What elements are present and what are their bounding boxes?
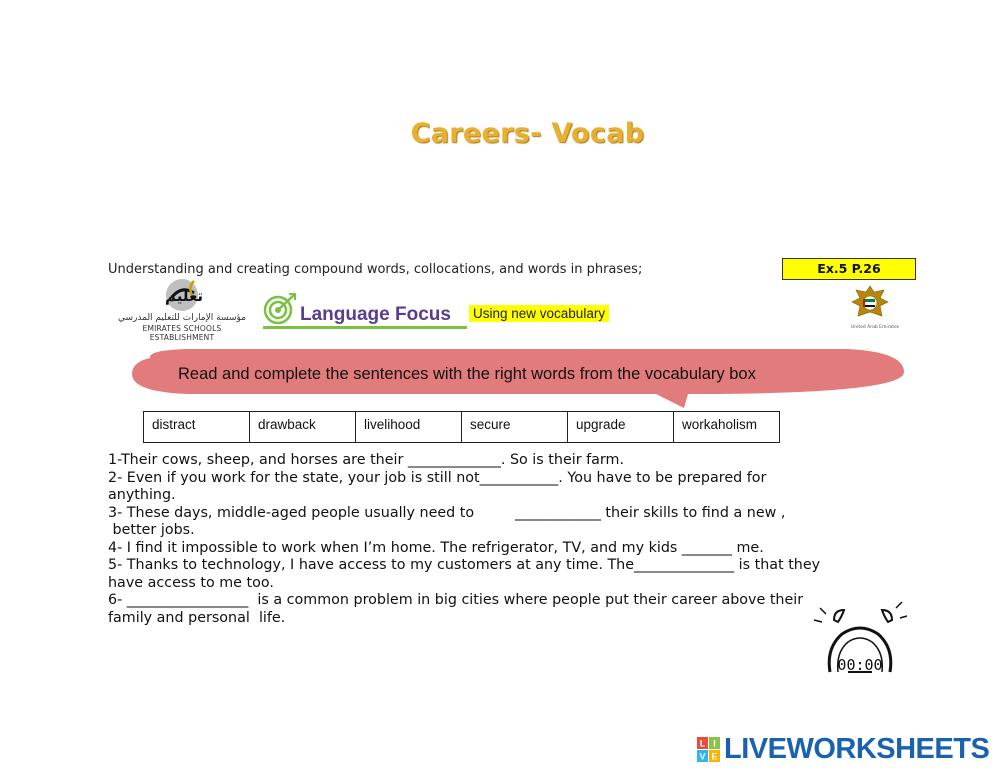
vocab-word: upgrade bbox=[568, 412, 674, 443]
brand-letter: V bbox=[699, 751, 706, 762]
vocab-word: distract bbox=[144, 412, 250, 443]
sentence-line: 6- _________________ is a common problem in big cities where people put their career above their bbox=[108, 592, 804, 608]
brand-letter: L bbox=[699, 738, 706, 749]
vocab-word: secure bbox=[462, 412, 568, 443]
alarm-clock-icon bbox=[812, 600, 908, 678]
sentence-line: family and personal life. bbox=[108, 609, 286, 626]
sentence-line: 1-Their cows, sheep, and horses are their _____________. So is their farm. bbox=[108, 452, 625, 468]
target-icon bbox=[263, 292, 297, 330]
vocab-word: livelihood bbox=[356, 412, 462, 443]
sentence-line: better jobs. bbox=[108, 522, 195, 538]
exercise-badge: Ex.5 P.26 bbox=[782, 258, 916, 280]
lesson-objective: Understanding and creating compound words, collocations, and words in phrases; bbox=[108, 262, 643, 277]
vocab-word: workaholism bbox=[674, 412, 780, 443]
language-focus-label: Language Focus bbox=[300, 304, 451, 325]
school-english-name: EMIRATES SCHOOLS ESTABLISHMENT bbox=[142, 324, 222, 342]
liveworksheets-brand[interactable]: LIVEWORKSHEETS bbox=[724, 733, 990, 765]
sentence-line: 5- Thanks to technology, I have access to my customers at any time. The______________ is that they bbox=[108, 557, 821, 573]
sentence-line: anything. bbox=[108, 487, 176, 503]
sentence-line: have access to me too. bbox=[108, 574, 274, 591]
vocabulary-box bbox=[143, 411, 780, 443]
vocab-word: drawback bbox=[250, 412, 356, 443]
school-logo-icon bbox=[112, 275, 252, 315]
school-logo-text: تعليم bbox=[164, 287, 204, 305]
language-focus-underline bbox=[263, 326, 467, 329]
brand-letter: I bbox=[713, 738, 716, 749]
uae-emblem-icon bbox=[848, 282, 892, 330]
liveworksheets-letters-icon bbox=[697, 737, 721, 767]
clock-display: 00:00 bbox=[837, 656, 883, 674]
instruction-text: Read and complete the sentences with the right words from the vocabulary box bbox=[178, 365, 756, 383]
sentence-line: 3- These days, middle-aged people usually need to ____________ their skills to find a new , bbox=[108, 504, 786, 521]
uae-emblem-caption: United Arab Emirates bbox=[850, 325, 900, 330]
school-arabic-name: مؤسسة الإمارات للتعليم المدرسي bbox=[118, 313, 246, 323]
sentence-line: 2- Even if you work for the state, your job is still not___________. You have to be prepared for bbox=[108, 469, 767, 486]
language-focus-tag: Using new vocabulary bbox=[469, 305, 609, 322]
brand-letter: E bbox=[711, 751, 718, 762]
page-title: Careers- Vocab bbox=[410, 118, 645, 149]
sentence-line: 4- I find it impossible to work when I’m home. The refrigerator, TV, and my kids _______ me. bbox=[108, 539, 764, 556]
exercise-sentences bbox=[108, 452, 908, 627]
